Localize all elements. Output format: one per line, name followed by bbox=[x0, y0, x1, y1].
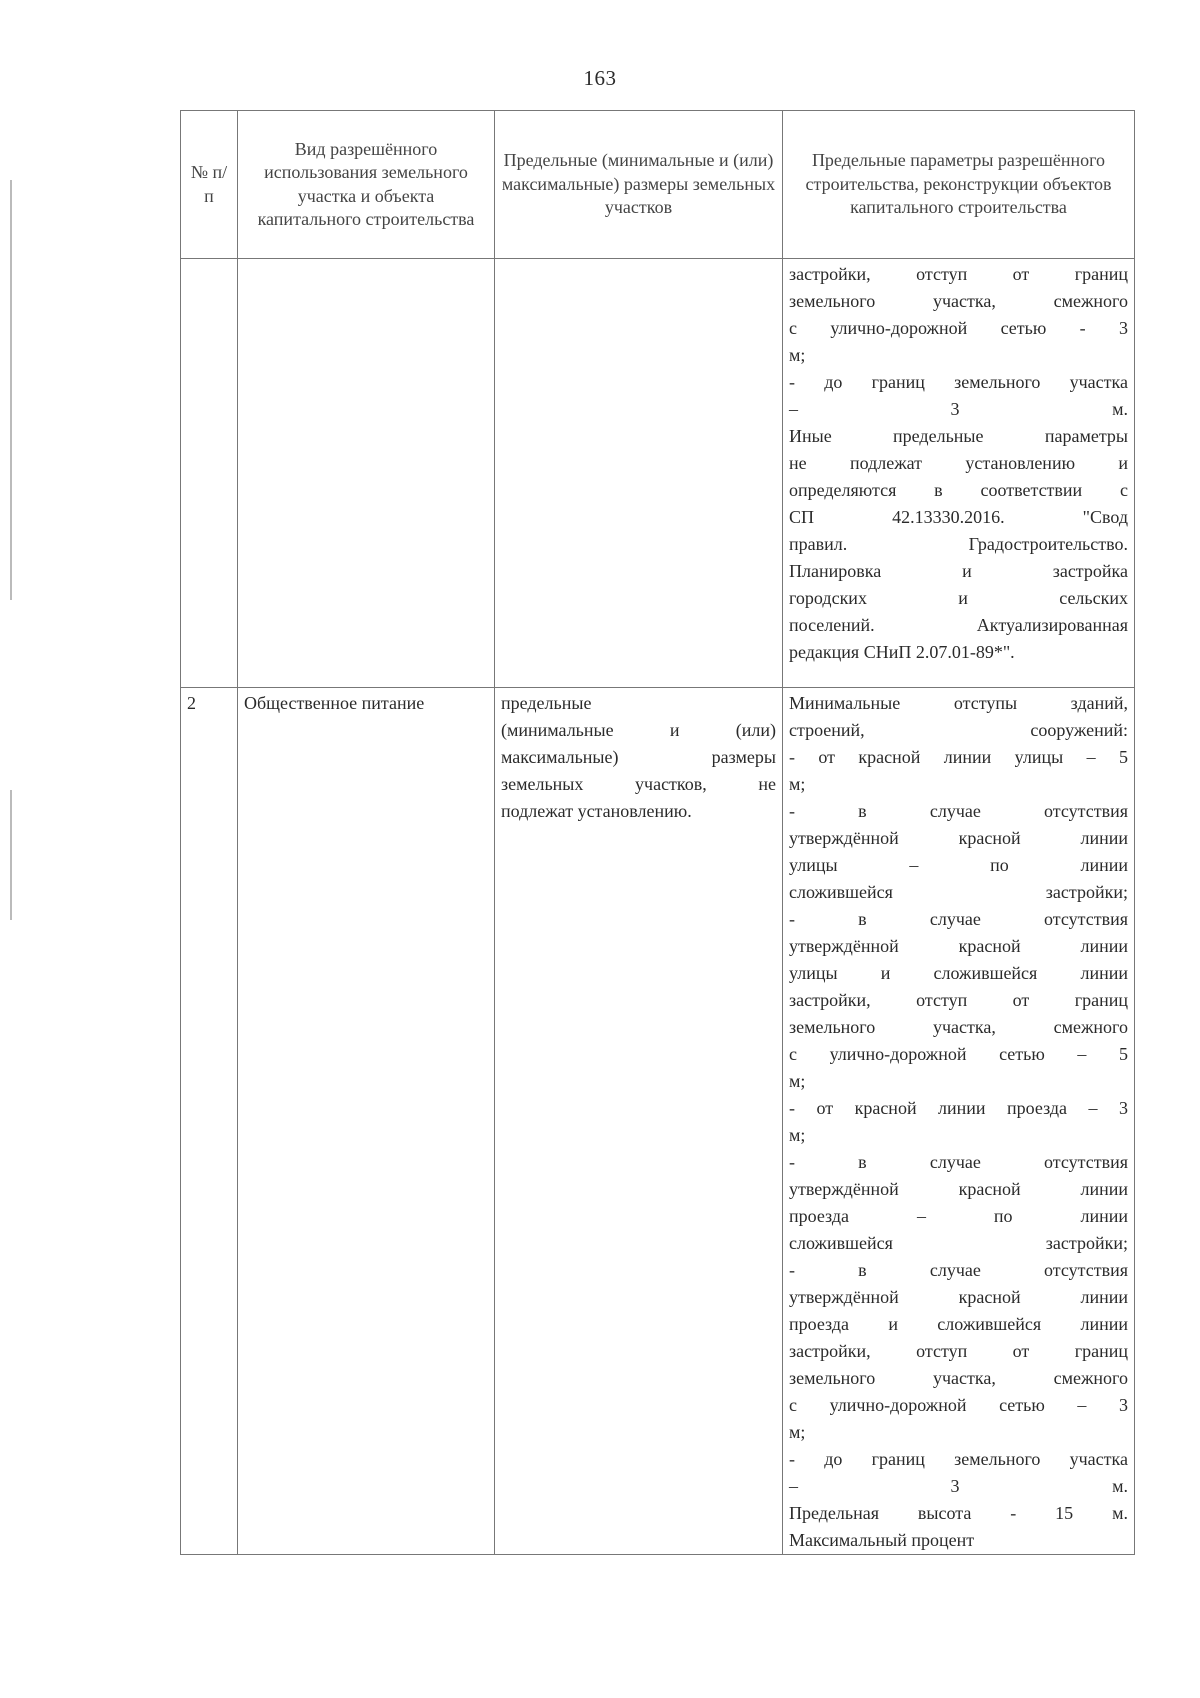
text-line: Иные предельные параметры bbox=[789, 426, 1128, 446]
text-line: м; bbox=[789, 1422, 806, 1442]
text-line: проезда и сложившейся линии bbox=[789, 1314, 1128, 1334]
text-line: земельного участка, смежного bbox=[789, 1017, 1128, 1037]
text-line: – 3 м. bbox=[789, 399, 1128, 419]
text-line: м; bbox=[789, 1071, 806, 1091]
text-line: Предельная высота - 15 м. bbox=[789, 1503, 1128, 1523]
cell-construction-params bbox=[783, 688, 1135, 1555]
text-line: утверждённой красной линии bbox=[789, 1179, 1128, 1199]
text-line: предельные bbox=[501, 693, 592, 713]
text-line: - от красной линии улицы – 5 bbox=[789, 747, 1128, 767]
text-line: подлежат установлению. bbox=[501, 801, 692, 821]
text-line: (минимальные и (или) bbox=[501, 720, 776, 740]
text-line: СП 42.13330.2016. "Свод bbox=[789, 507, 1128, 527]
scan-margin-mark bbox=[10, 180, 12, 600]
text-line: Максимальный процент bbox=[789, 1530, 975, 1550]
text-line: улицы и сложившейся линии bbox=[789, 963, 1128, 983]
text-line: проезда – по линии bbox=[789, 1206, 1128, 1226]
text-line: м; bbox=[789, 345, 806, 365]
regulations-table bbox=[180, 110, 1135, 1555]
cell-num: 2 bbox=[181, 688, 238, 1555]
text-line: утверждённой красной линии bbox=[789, 828, 1128, 848]
text-line: - в случае отсутствия bbox=[789, 801, 1128, 821]
text-line: городских и сельских bbox=[789, 588, 1128, 608]
text-line: с улично-дорожной сетью - 3 bbox=[789, 318, 1128, 338]
cell-use-type: Общественное питание bbox=[238, 688, 495, 1555]
header-plot-size: Предельные (минимальные и (или) максимальные) размеры земельных участков bbox=[495, 111, 783, 259]
text-line: поселений. Актуализированная bbox=[789, 615, 1128, 635]
text-line: - в случае отсутствия bbox=[789, 1260, 1128, 1280]
text-line: м; bbox=[789, 774, 806, 794]
page-number: 163 bbox=[583, 66, 617, 90]
table-row bbox=[181, 688, 1135, 1555]
table-row bbox=[181, 259, 1135, 688]
text-line: земельных участков, не bbox=[501, 774, 776, 794]
text-line: сложившейся застройки; bbox=[789, 882, 1128, 902]
cell-num bbox=[181, 259, 238, 688]
cell-use-type bbox=[238, 259, 495, 688]
cell-construction-params bbox=[783, 259, 1135, 688]
header-construction-params: Предельные параметры разрешённого строительства, реконструкции объектов капитального строительства bbox=[783, 111, 1135, 259]
text-line: – 3 м. bbox=[789, 1476, 1128, 1496]
text-line: Минимальные отступы зданий, bbox=[789, 693, 1128, 713]
text-line: с улично-дорожной сетью – 5 bbox=[789, 1044, 1128, 1064]
scan-margin-mark bbox=[10, 790, 12, 920]
text-line: не подлежат установлению и bbox=[789, 453, 1128, 473]
text-line: - в случае отсутствия bbox=[789, 1152, 1128, 1172]
table-header-row bbox=[181, 111, 1135, 259]
text-line: утверждённой красной линии bbox=[789, 936, 1128, 956]
text-line: правил. Градостроительство. bbox=[789, 534, 1128, 554]
text-line: застройки, отступ от границ bbox=[789, 264, 1128, 284]
text-line: редакция СНиП 2.07.01-89*". bbox=[789, 642, 1015, 662]
text-line: улицы – по линии bbox=[789, 855, 1128, 875]
text-line: м; bbox=[789, 1125, 806, 1145]
text-line: земельного участка, смежного bbox=[789, 291, 1128, 311]
text-line: утверждённой красной линии bbox=[789, 1287, 1128, 1307]
header-num: № п/п bbox=[181, 111, 238, 259]
text-line: с улично-дорожной сетью – 3 bbox=[789, 1395, 1128, 1415]
text-line: строений, сооружений: bbox=[789, 720, 1128, 740]
text-line: - до границ земельного участка bbox=[789, 1449, 1128, 1469]
cell-plot-size bbox=[495, 688, 783, 1555]
text-line: застройки, отступ от границ bbox=[789, 990, 1128, 1010]
cell-plot-size bbox=[495, 259, 783, 688]
text-line: - в случае отсутствия bbox=[789, 909, 1128, 929]
header-use-type: Вид разрешённого использования земельного участка и объекта капитального строительства bbox=[238, 111, 495, 259]
text-line: сложившейся застройки; bbox=[789, 1233, 1128, 1253]
text-line: - от красной линии проезда – 3 bbox=[789, 1098, 1128, 1118]
text-line: застройки, отступ от границ bbox=[789, 1341, 1128, 1361]
text-line: Планировка и застройка bbox=[789, 561, 1128, 581]
text-line: определяются в соответствии с bbox=[789, 480, 1128, 500]
text-line: земельного участка, смежного bbox=[789, 1368, 1128, 1388]
text-line: максимальные) размеры bbox=[501, 747, 776, 767]
text-line: - до границ земельного участка bbox=[789, 372, 1128, 392]
